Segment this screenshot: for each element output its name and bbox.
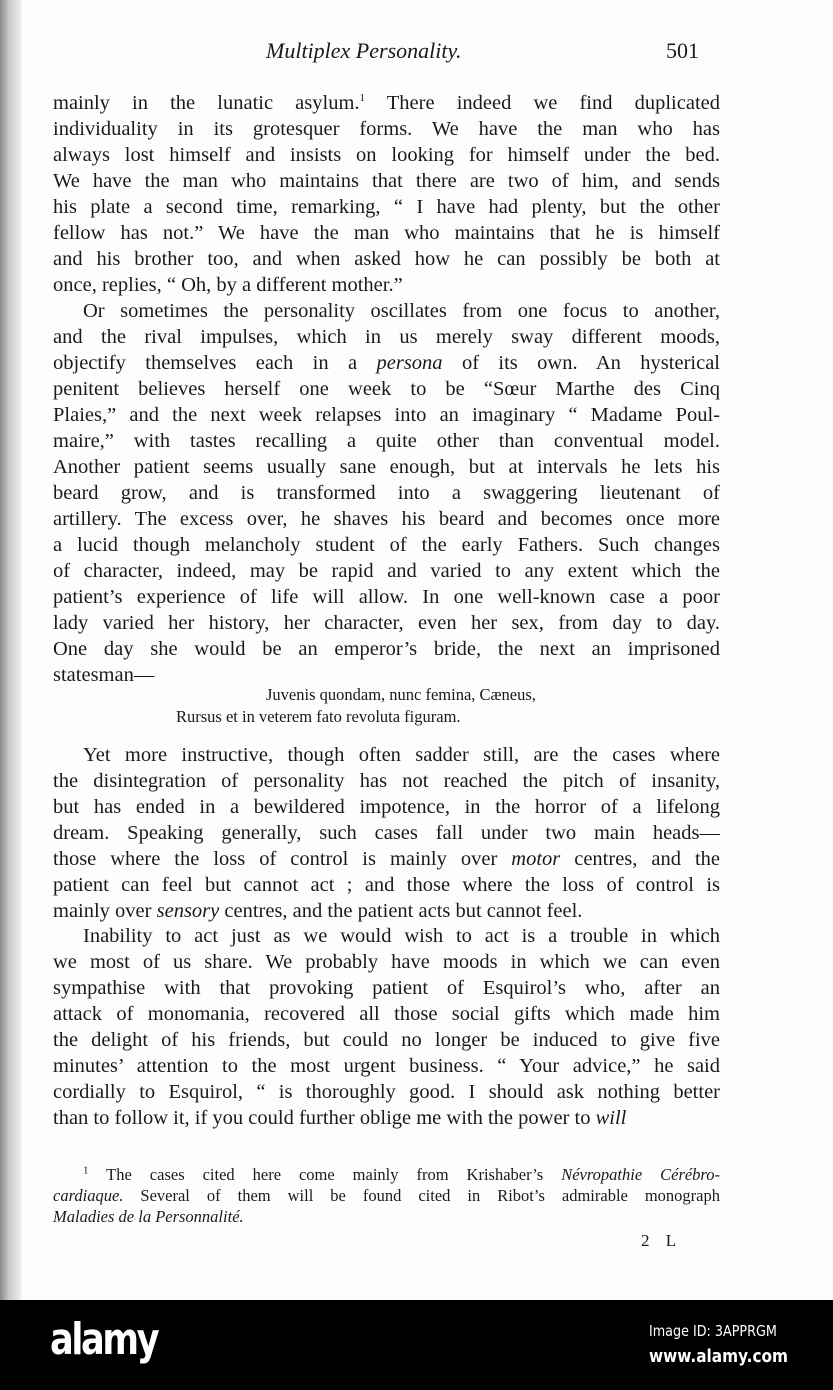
italic-text: sensory xyxy=(156,900,220,922)
text-span: The cases cited here come mainly from Krishaber’s xyxy=(88,1165,562,1184)
text-span: Several of them will be found cited in Ribot’s admirable monograph xyxy=(123,1186,720,1205)
paragraph-line: fellow has not.” We have the man who maintains that he is himself xyxy=(53,222,720,244)
website: www.alamy.com xyxy=(649,1346,788,1367)
paragraph-line: patient can feel but cannot act ; and those where the loss of control is xyxy=(53,874,720,896)
paragraph-line: cordially to Esquirol, “ is thoroughly good. I should ask nothing better xyxy=(53,1081,720,1103)
paragraph-line: attack of monomania, recovered all those social gifts which made him xyxy=(53,1003,720,1025)
paragraph-line: lady varied her history, her character, even her sex, from day to day. xyxy=(53,612,720,634)
paragraph-line: but has ended in a bewildered impotence, in the horror of a lifelong xyxy=(53,796,720,818)
paragraph-line: and his brother too, and when asked how he can possibly be both at xyxy=(53,248,720,270)
paragraph-line: Inability to act just as we would wish to act is a trouble in which xyxy=(83,925,720,947)
text-span: There indeed we find duplicated xyxy=(365,92,720,114)
paragraph-line: penitent believes herself one week to be “Sœur Marthe des Cinq xyxy=(53,378,720,400)
paragraph-line: individuality in its grotesquer forms. We have the man who has xyxy=(53,118,720,140)
paragraph-line: a lucid though melancholy student of the early Fathers. Such changes xyxy=(53,534,720,556)
italic-text: cardiaque. xyxy=(53,1186,124,1205)
paragraph-line: the delight of his friends, but could no longer be induced to give five xyxy=(53,1029,720,1051)
paragraph-line: Another patient seems usually sane enough, but at intervals he lets his xyxy=(53,456,720,478)
paragraph-line xyxy=(53,1105,720,1131)
italic-text: Névropathie Cérébro- xyxy=(561,1165,720,1184)
paragraph-line: minutes’ attention to the most urgent business. “ Your advice,” he said xyxy=(53,1055,720,1077)
text-span: objectify themselves each in a xyxy=(53,352,377,374)
paragraph-line: maire,” with tastes recalling a quite other than conventual model. xyxy=(53,430,720,452)
paragraph-line xyxy=(53,846,720,872)
text-span: than to follow it, if you could further oblige me with the power to xyxy=(53,1107,596,1129)
italic-text: will xyxy=(595,1107,627,1129)
paragraph-line: artillery. The excess over, he shaves his beard and becomes once more xyxy=(53,508,720,530)
watermark-footer xyxy=(0,1300,833,1390)
paragraph-line: his plate a second time, remarking, “ I have had plenty, but the other xyxy=(53,196,720,218)
paragraph-line: of character, indeed, may be rapid and varied to any extent which the xyxy=(53,560,720,582)
verse-line-1: Juvenis quondam, nunc femina, Cæneus, xyxy=(266,685,536,704)
italic-text: motor xyxy=(511,848,561,870)
paragraph-line: patient’s experience of life will allow. In one well-known case a poor xyxy=(53,586,720,608)
paragraph-line: We have the man who maintains that there are two of him, and sends xyxy=(53,170,720,192)
paragraph-line xyxy=(53,350,720,376)
paragraph-line: statesman— xyxy=(53,664,155,686)
paragraph-line: always lost himself and insists on looking for himself under the bed. xyxy=(53,144,720,166)
paragraph-line: Plaies,” and the next week relapses into an imaginary “ Madame Poul- xyxy=(53,404,720,426)
italic-text: persona xyxy=(376,352,443,374)
paragraph-line xyxy=(53,898,720,924)
text-span: mainly in the lunatic asylum. xyxy=(53,92,360,114)
paragraph-line xyxy=(53,90,720,116)
footnote-marker: 1 xyxy=(359,92,366,105)
footnote-marker: 1 xyxy=(83,1164,89,1177)
paragraph-line: Or sometimes the personality oscillates from one focus to another, xyxy=(83,300,720,322)
paragraph-line: and the rival impulses, which in us merely sway different moods, xyxy=(53,326,720,348)
text-span: centres, and the patient acts but cannot feel. xyxy=(219,900,583,922)
footnote-line xyxy=(83,1164,720,1185)
paragraph-line: once, replies, “ Oh, by a different mother.” xyxy=(53,274,403,296)
scan-shadow xyxy=(0,0,22,1300)
text-span: of its own. An hysterical xyxy=(442,352,720,374)
alamy-logo: alamy xyxy=(50,1314,158,1365)
image-id: Image ID: 3APPRGM xyxy=(649,1322,777,1340)
paragraph-line: One day she would be an emperor’s bride, the next an imprisoned xyxy=(53,638,720,660)
paragraph-line: Yet more instructive, though often sadder still, are the cases where xyxy=(83,744,720,766)
page-number: 501 xyxy=(666,38,699,63)
paragraph-line: sympathise with that provoking patient of Esquirol’s who, after an xyxy=(53,977,720,999)
paragraph-line: the disintegration of personality has not reached the pitch of insanity, xyxy=(53,770,720,792)
paragraph-line: dream. Speaking generally, such cases fall under two main heads— xyxy=(53,822,720,844)
italic-text: Maladies de la Personnalité. xyxy=(53,1207,244,1226)
footnote-line xyxy=(53,1206,720,1227)
running-head-title: Multiplex Personality. xyxy=(266,38,462,63)
verse-line-2: Rursus et in veterem fato revoluta figuram. xyxy=(176,707,461,726)
footnote-line xyxy=(53,1185,720,1206)
text-span: centres, and the xyxy=(560,848,720,870)
text-span: mainly over xyxy=(53,900,157,922)
text-span: those where the loss of control is mainly over xyxy=(53,848,512,870)
paragraph-line: we most of us share. We probably have moods in which we can even xyxy=(53,951,720,973)
paragraph-line: beard grow, and is transformed into a swaggering lieutenant of xyxy=(53,482,720,504)
signature-mark: 2 L xyxy=(641,1231,683,1250)
